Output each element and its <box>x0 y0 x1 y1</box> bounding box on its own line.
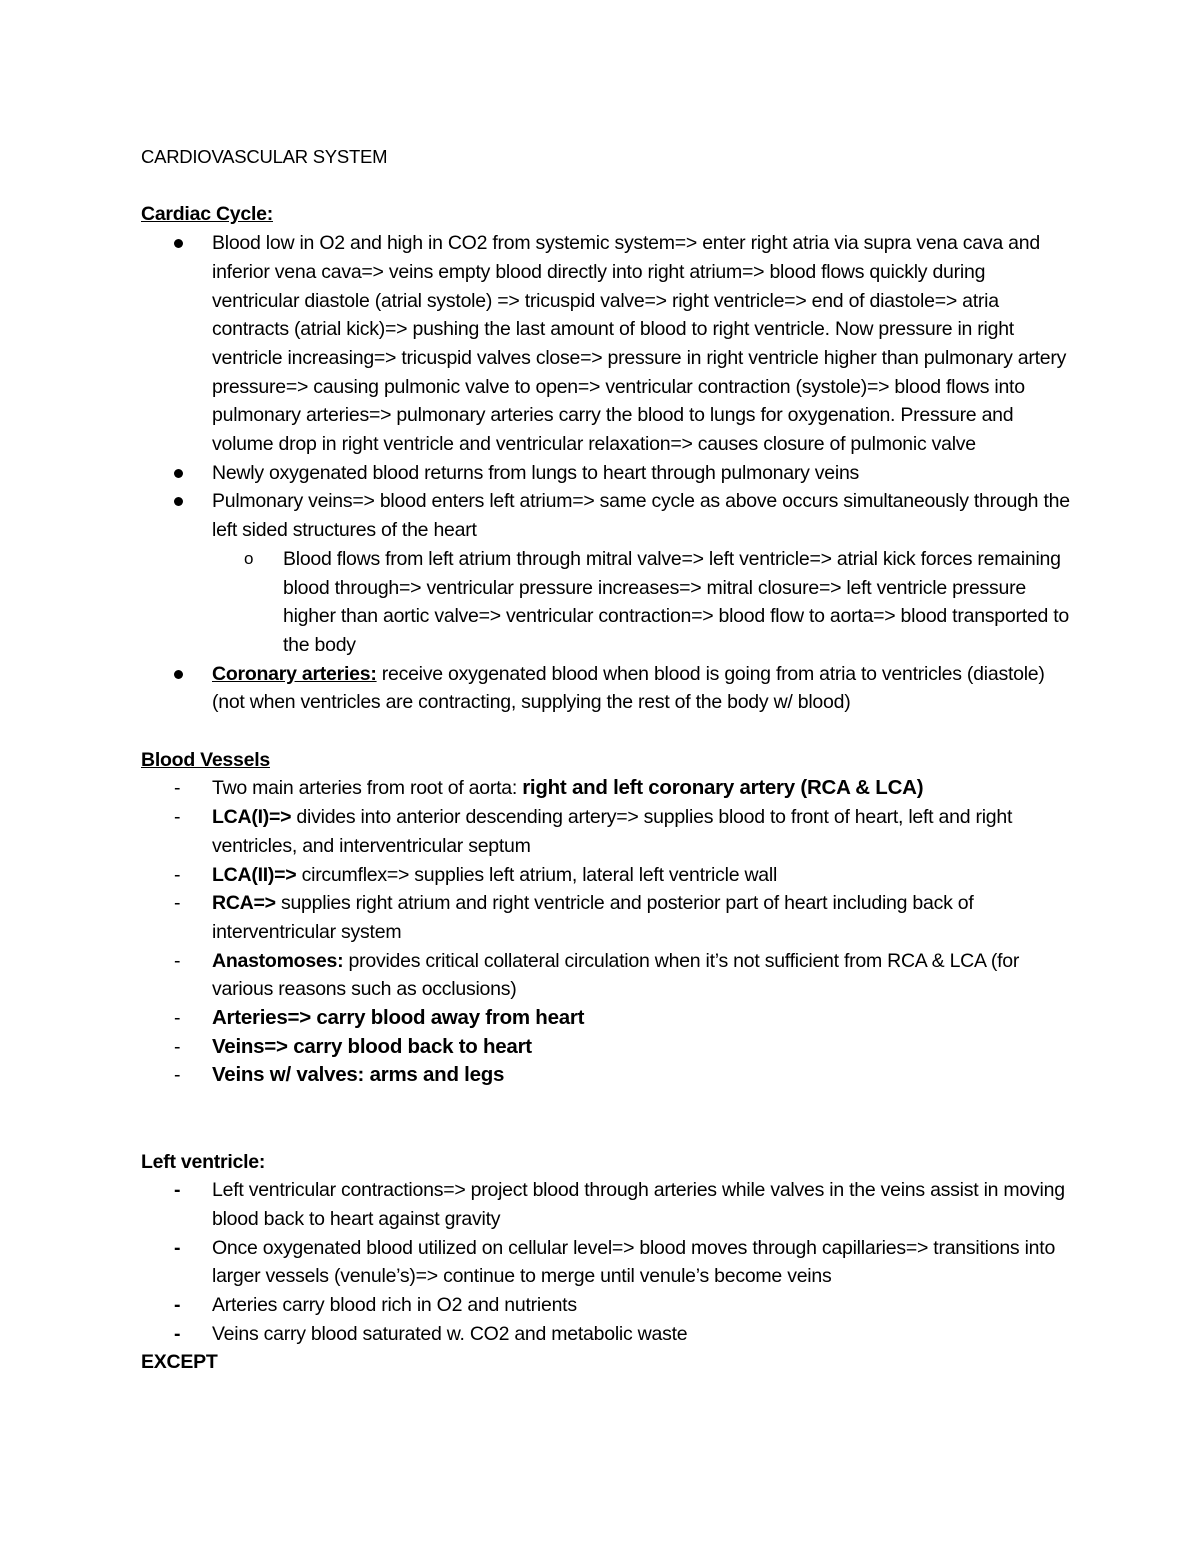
cardiac-cycle-sublist <box>212 545 1071 660</box>
left-ventricle-item-4: Veins carry blood saturated w. CO2 and metabolic waste <box>212 1322 688 1345</box>
left-ventricle-list <box>141 1176 1071 1348</box>
list-item <box>141 1033 1071 1062</box>
blood-vessels-item-1-text: Two main arteries from root of aorta: <box>212 777 523 800</box>
blood-vessels-item-2-text: divides into anterior descending artery=> supplies blood to front of heart, left and right ventricles, and interventricular septum <box>212 806 1013 857</box>
list-item <box>141 1176 1071 1233</box>
cardiac-cycle-list <box>141 229 1071 717</box>
list-item <box>141 459 1071 488</box>
left-ventricle-heading: Left ventricle: <box>141 1150 266 1173</box>
list-item <box>141 229 1071 459</box>
dash-icon: - <box>174 949 181 972</box>
bullet-icon <box>141 660 212 689</box>
dash-icon: - <box>174 1236 181 1259</box>
bullet-icon <box>141 459 212 488</box>
spacer <box>141 172 1071 201</box>
left-ventricle-item-3: Arteries carry blood rich in O2 and nutrients <box>212 1294 577 1317</box>
dash-icon: - <box>174 863 181 886</box>
cardiac-cycle-bullet-2: Newly oxygenated blood returns from lungs to heart through pulmonary veins <box>212 461 860 484</box>
document-title: CARDIOVASCULAR SYSTEM <box>141 146 388 167</box>
bullet-icon <box>141 487 212 516</box>
blood-vessels-item-4-label: RCA=> <box>212 892 276 915</box>
list-item <box>141 861 1071 890</box>
blood-vessels-item-5-text: provides critical collateral circulation when it’s not sufficient from RCA & LCA (for various reasons such as occlusions) <box>212 949 1020 1001</box>
document-body <box>141 143 1071 1377</box>
except-label: EXCEPT <box>141 1351 218 1374</box>
list-item <box>141 1234 1071 1291</box>
blood-vessels-heading: Blood Vessels <box>141 748 270 771</box>
blood-vessels-item-4-text: supplies right atrium and right ventricle and posterior part of heart including back of interventricular system <box>212 892 974 943</box>
blood-vessels-item-8: Veins w/ valves: arms and legs <box>212 1063 505 1087</box>
cardiac-cycle-bullet-1: Blood low in O2 and high in CO2 from systemic system=> enter right atria via supra vena cava and inferior vena cava=> veins empty blood directly into right atrium=> blood flows quickly during ventricular diastole (atrial systole) => tricuspid valve=> right ventricle=> end of diastole=> atria contracts (atrial kick)=> pushing the last amount of blood to right ventricle. Now pressure in right ventricle increasing=> tricuspid valves close=> pressure in right ventricle higher than pulmonary artery pressure=> causing pulmonic valve to open=> ventricular contraction (systole)=> blood flows into pulmonary arteries=> pulmonary arteries carry the blood to lungs for oxygenation. Pressure and volume drop in right ventricle and ventricular relaxation=> causes closure of pulmonic valve <box>212 232 1067 456</box>
cardiac-cycle-sub-bullet-1: Blood flows from left atrium through mitral valve=> left ventricle=> atrial kick forces remaining blood through=> ventricular pressure increases=> mitral closure=> left ventricle pressure higher than aortic valve=> ventricular contraction=> blood flow to aorta=> blood transported to the body <box>283 547 1070 656</box>
list-item <box>141 947 1071 1004</box>
blood-vessels-item-2-label: LCA(I)=> <box>212 806 292 829</box>
blood-vessels-item-3-label: LCA(II)=> <box>212 863 297 886</box>
blood-vessels-item-6: Arteries=> carry blood away from heart <box>212 1006 585 1030</box>
list-item <box>212 545 1071 660</box>
blood-vessels-item-5-label: Anastomoses: <box>212 949 344 972</box>
bullet-icon <box>141 229 212 258</box>
dash-icon: - <box>174 1179 181 1202</box>
blood-vessels-item-7: Veins=> carry blood back to heart <box>212 1034 532 1058</box>
dash-icon: - <box>174 892 181 915</box>
list-item <box>141 1061 1071 1090</box>
blood-vessels-list <box>141 774 1071 1090</box>
left-ventricle-item-1: Left ventricular contractions=> project blood through arteries while valves in the veins assist in moving blood back to heart against gravity <box>212 1179 1065 1230</box>
cardiac-cycle-bullet-3: Pulmonary veins=> blood enters left atrium=> same cycle as above occurs simultaneously through the left sided structures of the heart <box>212 490 1070 542</box>
list-item <box>141 1320 1071 1349</box>
dash-icon: - <box>174 1322 181 1345</box>
list-item <box>141 1291 1071 1320</box>
left-ventricle-item-2: Once oxygenated blood utilized on cellular level=> blood moves through capillaries=> transitions into larger vessels (venule’s)=> continue to merge until venule’s become veins <box>212 1236 1056 1288</box>
dash-icon: - <box>174 1294 181 1317</box>
dash-icon: - <box>174 777 181 800</box>
list-item <box>141 803 1071 860</box>
dash-icon: - <box>174 1064 181 1087</box>
list-item <box>141 774 1071 803</box>
spacer <box>141 717 1071 746</box>
list-item <box>141 487 1071 659</box>
coronary-arteries-label: Coronary arteries: <box>212 662 377 685</box>
blood-vessels-item-1-bold: right and left coronary artery (RCA & LCA) <box>522 776 924 800</box>
list-item <box>141 660 1071 717</box>
dash-icon: - <box>174 806 181 829</box>
spacer <box>141 1090 1071 1147</box>
cardiac-cycle-heading: Cardiac Cycle: <box>141 203 273 226</box>
list-item <box>141 889 1071 946</box>
blood-vessels-item-3-text: circumflex=> supplies left atrium, lateral left ventricle wall <box>296 863 778 886</box>
coronary-arteries-text: receive oxygenated blood when blood is going from atria to ventricles (diastole) (not when ventricles are contracting, supplying the rest of the body w/ blood) <box>212 662 1045 714</box>
circle-bullet-icon: o <box>244 548 254 568</box>
dash-icon: - <box>174 1035 181 1058</box>
dash-icon: - <box>174 1007 181 1030</box>
list-item <box>141 1004 1071 1033</box>
